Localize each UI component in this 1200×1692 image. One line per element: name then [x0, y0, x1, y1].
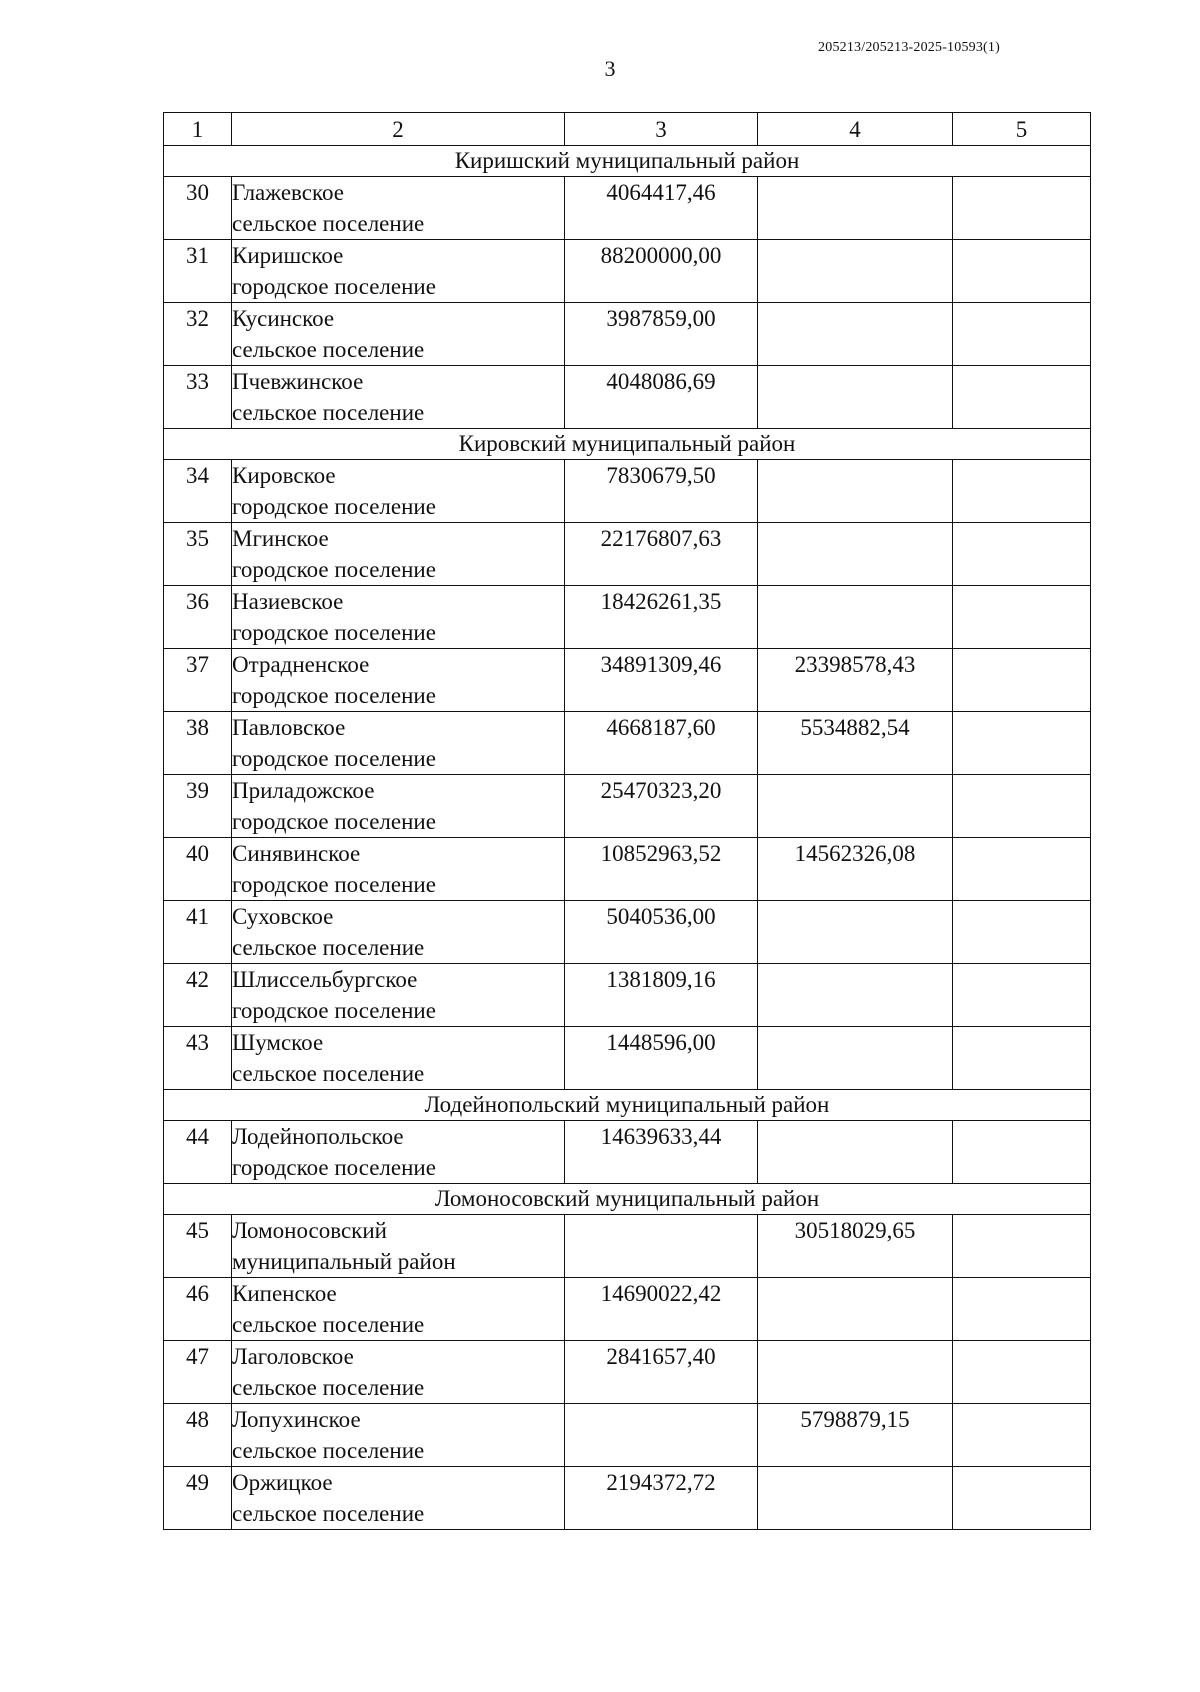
value-col4: [758, 460, 953, 523]
value-col5: [953, 1341, 1091, 1404]
settlement-type: городское поселение: [232, 494, 436, 519]
row-number: 38: [164, 712, 232, 775]
value-col4: 23398578,43: [758, 649, 953, 712]
table-row: [164, 460, 1091, 523]
settlement-type: сельское поселение: [232, 1312, 425, 1337]
settlement-name: Синявинское: [232, 841, 361, 866]
row-number: 44: [164, 1121, 232, 1184]
value-col5: [953, 964, 1091, 1027]
value-col4: 14562326,08: [758, 838, 953, 901]
row-number: 45: [164, 1215, 232, 1278]
settlement-cell: [232, 1341, 565, 1404]
header-cell: 5: [953, 113, 1091, 146]
settlement-type: городское поселение: [232, 998, 436, 1023]
settlement-cell: [232, 303, 565, 366]
value-col3: [565, 1215, 758, 1278]
section-row: [164, 1090, 1091, 1121]
value-col3: 34891309,46: [565, 649, 758, 712]
value-col4: [758, 303, 953, 366]
value-col4: [758, 1341, 953, 1404]
settlement-cell: [232, 1278, 565, 1341]
value-col3: 14690022,42: [565, 1278, 758, 1341]
value-col5: [953, 240, 1091, 303]
settlement-cell: [232, 1404, 565, 1467]
table-row: [164, 1027, 1091, 1090]
table-row: [164, 177, 1091, 240]
value-col5: [953, 177, 1091, 240]
settlement-type: муниципальный район: [232, 1249, 456, 1274]
settlement-cell: [232, 1467, 565, 1530]
row-number: 35: [164, 523, 232, 586]
settlement-cell: [232, 586, 565, 649]
settlement-name: Шумское: [232, 1030, 324, 1055]
table-row: [164, 1341, 1091, 1404]
page-number: 3: [604, 56, 616, 81]
settlement-name: Шлиссельбургское: [232, 967, 418, 992]
settlement-type: сельское поселение: [232, 400, 425, 425]
value-col4: [758, 1278, 953, 1341]
settlement-type: сельское поселение: [232, 337, 425, 362]
header-cell: 4: [758, 113, 953, 146]
settlement-name: Киришское: [232, 243, 344, 268]
section-title: Кировский муниципальный район: [164, 429, 1091, 460]
table-row: [164, 586, 1091, 649]
value-col3: 4048086,69: [565, 366, 758, 429]
value-col3: 4064417,46: [565, 177, 758, 240]
table-row: [164, 1215, 1091, 1278]
settlement-cell: [232, 460, 565, 523]
row-number: 43: [164, 1027, 232, 1090]
value-col5: [953, 649, 1091, 712]
value-col3: 5040536,00: [565, 901, 758, 964]
table-body: [164, 113, 1091, 1530]
value-col4: 30518029,65: [758, 1215, 953, 1278]
settlement-cell: [232, 366, 565, 429]
section-title: Ломоносовский муниципальный район: [164, 1184, 1091, 1215]
value-col4: [758, 177, 953, 240]
settlement-name: Лопухинское: [232, 1407, 361, 1432]
settlement-cell: [232, 177, 565, 240]
value-col3: 3987859,00: [565, 303, 758, 366]
header-cell: 3: [565, 113, 758, 146]
value-col5: [953, 1278, 1091, 1341]
settlement-name: Кировское: [232, 463, 336, 488]
value-col4: [758, 1121, 953, 1184]
table-row: [164, 523, 1091, 586]
value-col5: [953, 586, 1091, 649]
value-col4: [758, 901, 953, 964]
value-col4: [758, 1027, 953, 1090]
settlement-cell: [232, 901, 565, 964]
value-col3: 25470323,20: [565, 775, 758, 838]
settlement-cell: [232, 964, 565, 1027]
header-row: [164, 113, 1091, 146]
table-row: [164, 1404, 1091, 1467]
settlement-type: сельское поселение: [232, 1501, 425, 1526]
table-row: [164, 649, 1091, 712]
settlement-cell: [232, 1215, 565, 1278]
settlement-cell: [232, 838, 565, 901]
table-row: [164, 366, 1091, 429]
settlement-cell: [232, 240, 565, 303]
row-number: 32: [164, 303, 232, 366]
settlement-type: городское поселение: [232, 683, 436, 708]
row-number: 40: [164, 838, 232, 901]
settlement-type: городское поселение: [232, 809, 436, 834]
section-row: [164, 429, 1091, 460]
row-number: 34: [164, 460, 232, 523]
table-row: [164, 712, 1091, 775]
value-col3: 22176807,63: [565, 523, 758, 586]
settlement-name: Кусинское: [232, 306, 335, 331]
value-col3: 1448596,00: [565, 1027, 758, 1090]
settlement-name: Павловское: [232, 715, 346, 740]
value-col3: 14639633,44: [565, 1121, 758, 1184]
row-number: 39: [164, 775, 232, 838]
value-col4: [758, 964, 953, 1027]
value-col5: [953, 460, 1091, 523]
header-cell: 2: [232, 113, 565, 146]
value-col5: [953, 712, 1091, 775]
settlement-type: сельское поселение: [232, 935, 425, 960]
value-col5: [953, 366, 1091, 429]
value-col4: [758, 586, 953, 649]
row-number: 37: [164, 649, 232, 712]
row-number: 36: [164, 586, 232, 649]
settlement-name: Мгинское: [232, 526, 329, 551]
document-id: 205213/205213-2025-10593(1): [818, 40, 1000, 55]
settlement-name: Кипенское: [232, 1281, 337, 1306]
settlement-name: Суховское: [232, 904, 334, 929]
section-title: Лодейнопольский муниципальный район: [164, 1090, 1091, 1121]
settlement-name: Ломоносовский: [232, 1218, 387, 1243]
value-col5: [953, 303, 1091, 366]
table-row: [164, 964, 1091, 1027]
settlement-cell: [232, 1027, 565, 1090]
settlement-type: сельское поселение: [232, 1061, 425, 1086]
value-col4: [758, 1467, 953, 1530]
settlement-cell: [232, 775, 565, 838]
settlement-type: сельское поселение: [232, 1438, 425, 1463]
value-col3: 7830679,50: [565, 460, 758, 523]
allocation-table: [163, 112, 1091, 1530]
row-number: 30: [164, 177, 232, 240]
settlement-type: городское поселение: [232, 872, 436, 897]
value-col5: [953, 1404, 1091, 1467]
settlement-type: городское поселение: [232, 557, 436, 582]
row-number: 46: [164, 1278, 232, 1341]
row-number: 48: [164, 1404, 232, 1467]
settlement-name: Лаголовское: [232, 1344, 354, 1369]
section-row: [164, 146, 1091, 177]
row-number: 47: [164, 1341, 232, 1404]
settlement-type: городское поселение: [232, 274, 436, 299]
header-cell: 1: [164, 113, 232, 146]
section-title: Киришский муниципальный район: [164, 146, 1091, 177]
value-col5: [953, 1467, 1091, 1530]
settlement-name: Назиевское: [232, 589, 344, 614]
row-number: 42: [164, 964, 232, 1027]
settlement-cell: [232, 712, 565, 775]
settlement-type: сельское поселение: [232, 1375, 425, 1400]
value-col5: [953, 838, 1091, 901]
settlement-type: городское поселение: [232, 1155, 436, 1180]
value-col5: [953, 901, 1091, 964]
value-col3: 10852963,52: [565, 838, 758, 901]
value-col5: [953, 775, 1091, 838]
value-col5: [953, 1121, 1091, 1184]
value-col4: [758, 523, 953, 586]
table-row: [164, 303, 1091, 366]
value-col5: [953, 1215, 1091, 1278]
value-col3: [565, 1404, 758, 1467]
settlement-name: Глажевское: [232, 180, 344, 205]
row-number: 31: [164, 240, 232, 303]
value-col3: 1381809,16: [565, 964, 758, 1027]
settlement-cell: [232, 1121, 565, 1184]
settlement-type: городское поселение: [232, 746, 436, 771]
settlement-type: сельское поселение: [232, 211, 425, 236]
value-col4: [758, 240, 953, 303]
settlement-cell: [232, 649, 565, 712]
value-col4: [758, 775, 953, 838]
table-row: [164, 775, 1091, 838]
settlement-name: Оржицкое: [232, 1470, 333, 1495]
settlement-name: Отрадненское: [232, 652, 370, 677]
settlement-cell: [232, 523, 565, 586]
row-number: 41: [164, 901, 232, 964]
value-col5: [953, 523, 1091, 586]
settlement-name: Лодейнопольское: [232, 1124, 404, 1149]
settlement-type: городское поселение: [232, 620, 436, 645]
value-col4: 5798879,15: [758, 1404, 953, 1467]
table-row: [164, 838, 1091, 901]
value-col3: 2194372,72: [565, 1467, 758, 1530]
table-row: [164, 901, 1091, 964]
value-col3: 2841657,40: [565, 1341, 758, 1404]
table-row: [164, 240, 1091, 303]
value-col4: 5534882,54: [758, 712, 953, 775]
section-row: [164, 1184, 1091, 1215]
settlement-name: Приладожское: [232, 778, 375, 803]
value-col3: 88200000,00: [565, 240, 758, 303]
value-col3: 18426261,35: [565, 586, 758, 649]
value-col5: [953, 1027, 1091, 1090]
table-row: [164, 1121, 1091, 1184]
value-col3: 4668187,60: [565, 712, 758, 775]
settlement-name: Пчевжинское: [232, 369, 364, 394]
value-col4: [758, 366, 953, 429]
row-number: 33: [164, 366, 232, 429]
table-row: [164, 1467, 1091, 1530]
row-number: 49: [164, 1467, 232, 1530]
table-row: [164, 1278, 1091, 1341]
